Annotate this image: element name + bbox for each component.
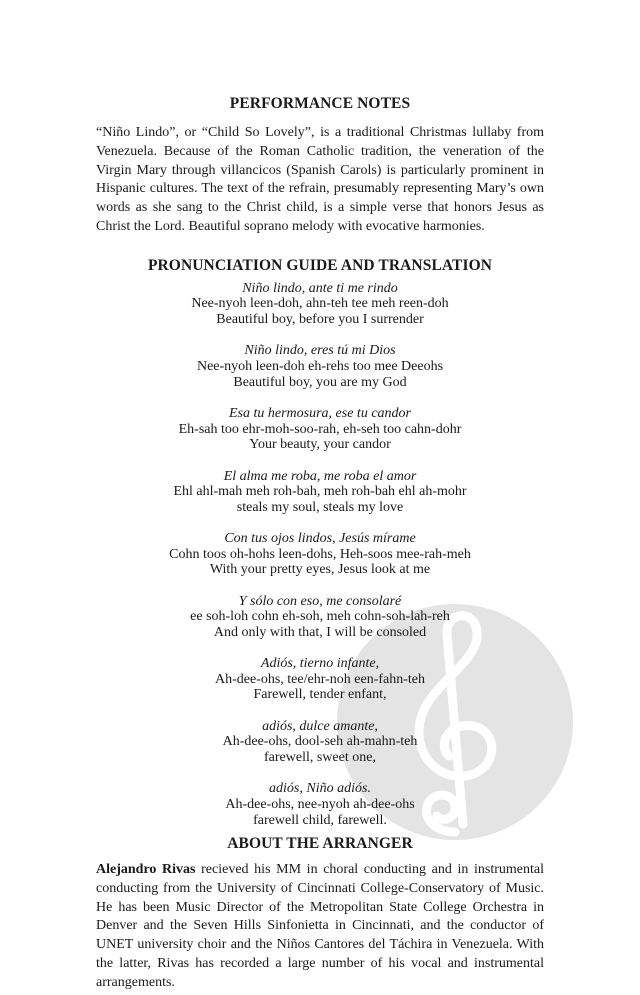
verse-spanish: Con tus ojos lindos, Jesús mírame [224, 531, 416, 547]
verse-english: And only with that, I will be consoled [213, 624, 427, 640]
verse-spanish: Y sólo con eso, me consolaré [238, 593, 402, 609]
verse-english: Your beauty, your candor [249, 437, 391, 453]
verse-english: farewell child, farewell. [253, 812, 387, 828]
verse-pronunciation: Cohn toos oh-hohs leen-dohs, Heh-soos mee-rah-meh [169, 546, 471, 562]
verse [96, 469, 544, 516]
verse-spanish: Esa tu hermosura, ese tu candor [229, 405, 411, 421]
verse-pronunciation: Nee-nyoh leen-doh, ahn-teh tee meh reen-doh [191, 296, 449, 312]
verse [96, 343, 544, 390]
notes-page [96, 94, 544, 993]
verse [96, 406, 544, 453]
pronunciation-section [96, 256, 544, 828]
verse-english: farewell, sweet one, [264, 750, 376, 766]
verse [96, 781, 544, 828]
verse [96, 531, 544, 578]
performance-notes-heading: PERFORMANCE NOTES [229, 95, 411, 112]
verse-pronunciation: Ah-dee-ohs, dool-seh ah-mahn-teh [222, 734, 418, 750]
verse-spanish: Niño lindo, eres tú mi Dios [244, 343, 396, 359]
verse-spanish: El alma me roba, me roba el amor [223, 468, 417, 484]
verse [96, 594, 544, 641]
verse-english: Farewell, tender enfant, [253, 687, 387, 703]
verse-english: Beautiful boy, you are my God [233, 374, 407, 390]
performance-notes-section [96, 94, 544, 237]
arranger-heading: ABOUT THE ARRANGER [227, 834, 413, 852]
verse-pronunciation: Ehl ahl-mah meh roh-bah, meh roh-bah ehl ah-mohr [173, 484, 467, 500]
pronunciation-heading: PRONUNCIATION GUIDE AND TRANSLATION [147, 256, 493, 274]
arranger-text [96, 861, 544, 993]
verse [96, 281, 544, 328]
arranger-name: Alejandro Rivas [96, 861, 196, 877]
verse-list [96, 281, 544, 828]
verse-pronunciation: ee soh-loh cohn eh-soh, meh cohn-soh-lah-reh [190, 609, 450, 625]
verse-spanish: Adiós, tierno infante, [260, 656, 380, 672]
verse-english: Beautiful boy, before you I surrender [216, 311, 424, 327]
arranger-section [96, 834, 544, 993]
verse [96, 656, 544, 703]
arranger-bio: recieved his MM in choral conducting and in instrumental conducting from the University of Cincinnati College-Conservatory of Music. He has been Music Director of the Metropolitan State College Orchestra in Denver and the Seven Hills Sinfonietta in Cincinnati, and the conductor of UNET university choir and the Niños Cantores del Táchira in Venezuela. With the latter, Rivas has recorded a large number of his vocal and instrumental arrangements. [96, 861, 545, 990]
verse-pronunciation: Eh-sah too ehr-moh-soo-rah, eh-seh too cahn-dohr [178, 421, 462, 437]
verse-english: With your pretty eyes, Jesus look at me [209, 562, 431, 578]
performance-notes-text: “Niño Lindo”, or “Child So Lovely”, is a traditional Christmas lullaby from Venezuela. Because of the Roman Catholic tradition, the veneration of the Virgin Mary through villancicos (Spanish Carols) is particularly prominent in Hispanic cultures. The text of the refrain, presumably representing Mary’s own words as she sang to the Christ child, is a simple verse that honors Jesus as Christ the Lord. Beautiful soprano melody with evocative harmonies. [96, 125, 544, 234]
verse-pronunciation: Ah-dee-ohs, tee/ehr-noh een-fahn-teh [214, 671, 425, 687]
verse-english: steals my soul, steals my love [236, 499, 404, 515]
verse-spanish: Niño lindo, ante ti me rindo [242, 280, 398, 296]
verse [96, 719, 544, 766]
verse-spanish: adiós, dulce amante, [262, 718, 378, 734]
verse-pronunciation: Nee-nyoh leen-doh eh-rehs too mee Deeohs [196, 358, 444, 374]
verse-spanish: adiós, Niño adiós. [269, 781, 371, 797]
verse-pronunciation: Ah-dee-ohs, nee-nyoh ah-dee-ohs [225, 797, 415, 812]
